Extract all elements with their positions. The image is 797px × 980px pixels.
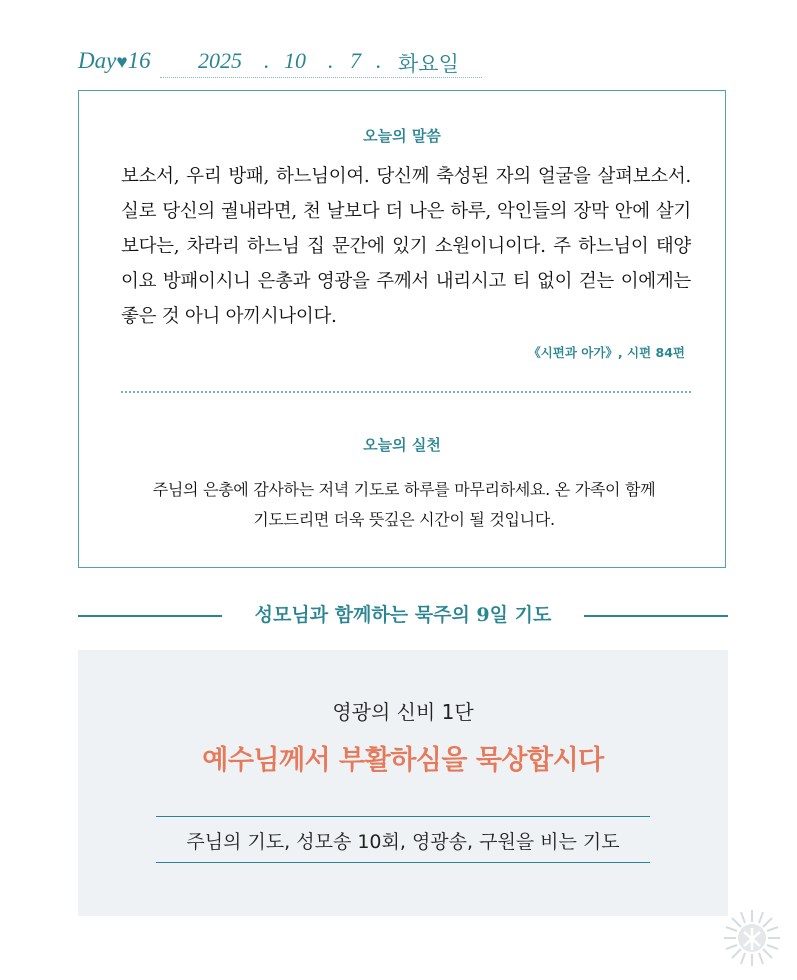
- date-year: 2025: [198, 48, 242, 73]
- novena-title: 성모님과 함께하는 묵주의 9일 기도: [254, 604, 552, 626]
- sunburst-chi-rho-logo-icon: [722, 908, 782, 968]
- mystery-name: 영광의 신비 1단: [332, 700, 474, 724]
- day-number: 16: [127, 48, 151, 73]
- date-month: 10: [284, 48, 306, 73]
- date-day: 7: [350, 48, 361, 73]
- novena-rule-right: [584, 615, 728, 617]
- prayers-top-rule: [156, 816, 650, 817]
- word-title: 오늘의 말씀: [363, 127, 441, 145]
- prayers-bottom-rule: [156, 862, 650, 863]
- mystery-box: [78, 650, 728, 916]
- day-label: [78, 48, 151, 74]
- practice-text: [119, 475, 689, 535]
- daily-word-box: [78, 90, 726, 568]
- date-dot-2: .: [328, 48, 334, 73]
- day-header: [78, 44, 498, 80]
- mystery-meditation: 예수님께서 부활하심을 묵상합시다: [202, 745, 604, 776]
- practice-title: 오늘의 실천: [363, 436, 441, 454]
- date-dot-1: .: [264, 48, 270, 73]
- scripture-source: 《시편과 아가》, 시편 84편: [528, 345, 685, 360]
- date-dot-3: .: [376, 48, 382, 73]
- practice-line-1: 주님의 은총에 감사하는 저녁 기도로 하루를 마무리하세요. 온 가족이 함께: [152, 480, 656, 499]
- dotted-divider: [121, 391, 691, 393]
- novena-heading: [78, 600, 728, 630]
- heart-icon: ♥: [116, 52, 128, 73]
- prayers-list: 주님의 기도, 성모송 10회, 영광송, 구원을 비는 기도: [186, 831, 620, 853]
- practice-line-2: 기도드리면 더욱 뜻깊은 시간이 될 것입니다.: [253, 510, 555, 529]
- date-weekday: 화요일: [398, 52, 459, 76]
- scripture-text: 보소서, 우리 방패, 하느님이여. 당신께 축성된 자의 얼굴을 살펴보소서. 실로 당신의 궐내라면, 천 날보다 더 나은 하루, 악인들의 장막 안에 살기보다는, 차라리 하느님 집 문간에 있기 소원이니이다. 주 하느님이 태양이요 방패이시니 은총과 영광을 주께서 내리시고 티 없이 걷는 이에게는 좋은 것 아니 아끼시나이다.: [121, 166, 691, 327]
- day-word: Day: [78, 48, 117, 73]
